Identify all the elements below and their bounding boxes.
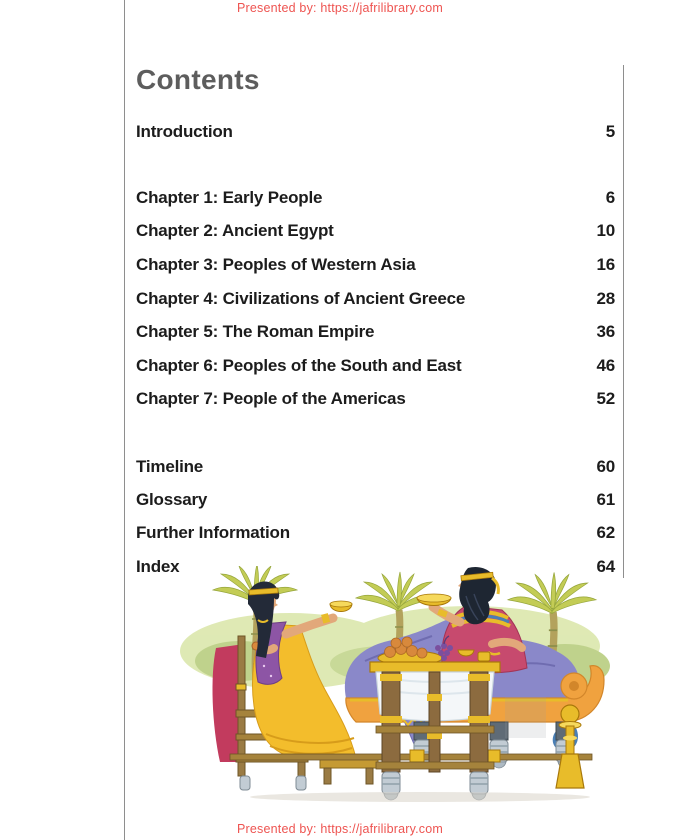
toc-entry-page: 16 [596,254,615,274]
toc-entry-page: 10 [596,220,615,240]
toc-entry-glossary[interactable] [136,489,615,510]
toc-entry-chapter-2[interactable] [136,220,615,241]
page-title: Contents [136,64,260,95]
toc-entry-page: 52 [596,388,615,408]
toc-entry-page: 28 [596,288,615,308]
toc-entry-further-information[interactable] [136,522,615,543]
toc-entry-chapter-5[interactable] [136,321,615,342]
gold-pot [478,652,490,661]
watermark-link-top[interactable]: Presented by: https://jafrilibrary.com [236,1,444,15]
toc-entry-label: Introduction [136,121,233,141]
toc-entry-page: 5 [605,121,615,141]
toc-entry-label: Glossary [136,489,208,509]
toc-entry-chapter-7[interactable] [136,388,615,409]
toc-entry-introduction[interactable] [136,121,615,142]
toc-entry-label: Chapter 5: The Roman Empire [136,321,375,341]
toc-entry-page: 60 [596,456,615,476]
toc-entry-chapter-4[interactable] [136,288,615,309]
toc-entry-page: 64 [596,556,615,576]
toc-entry-chapter-3[interactable] [136,254,615,275]
banquet-table [370,636,500,800]
toc-entry-page: 6 [605,187,615,207]
toc-entry-label: Chapter 3: Peoples of Western Asia [136,254,416,274]
toc-entry-page: 46 [596,355,615,375]
toc-column-rule-right [623,65,624,578]
table-legs [376,672,494,800]
toc-entry-chapter-1[interactable] [136,187,615,208]
toc-entry-label: Further Information [136,522,290,542]
banquet-illustration [170,566,610,810]
watermark-link-bottom[interactable]: Presented by: https://jafrilibrary.com [236,822,444,836]
page-edge-rule-left [124,0,125,840]
footstool [320,758,378,784]
toc-entry-label: Chapter 7: People of the Americas [136,388,406,408]
toc-entry-label: Timeline [136,456,204,476]
toc-entry-label: Chapter 2: Ancient Egypt [136,220,334,240]
toc-entry-page: 36 [596,321,615,341]
ground-shadow [250,792,590,802]
toc-entry-label: Chapter 6: Peoples of the South and East [136,355,462,375]
toc-entry-page: 61 [596,489,615,509]
faint-overlay-box [505,697,546,738]
toc-entry-label: Chapter 1: Early People [136,187,323,207]
toc-entry-label: Chapter 4: Civilizations of Ancient Greece [136,288,466,308]
toc-entry-page: 62 [596,522,615,542]
toc-entry-chapter-6[interactable] [136,355,615,376]
toc-entry-timeline[interactable] [136,456,615,477]
toc-entry-label: Index [136,556,180,576]
